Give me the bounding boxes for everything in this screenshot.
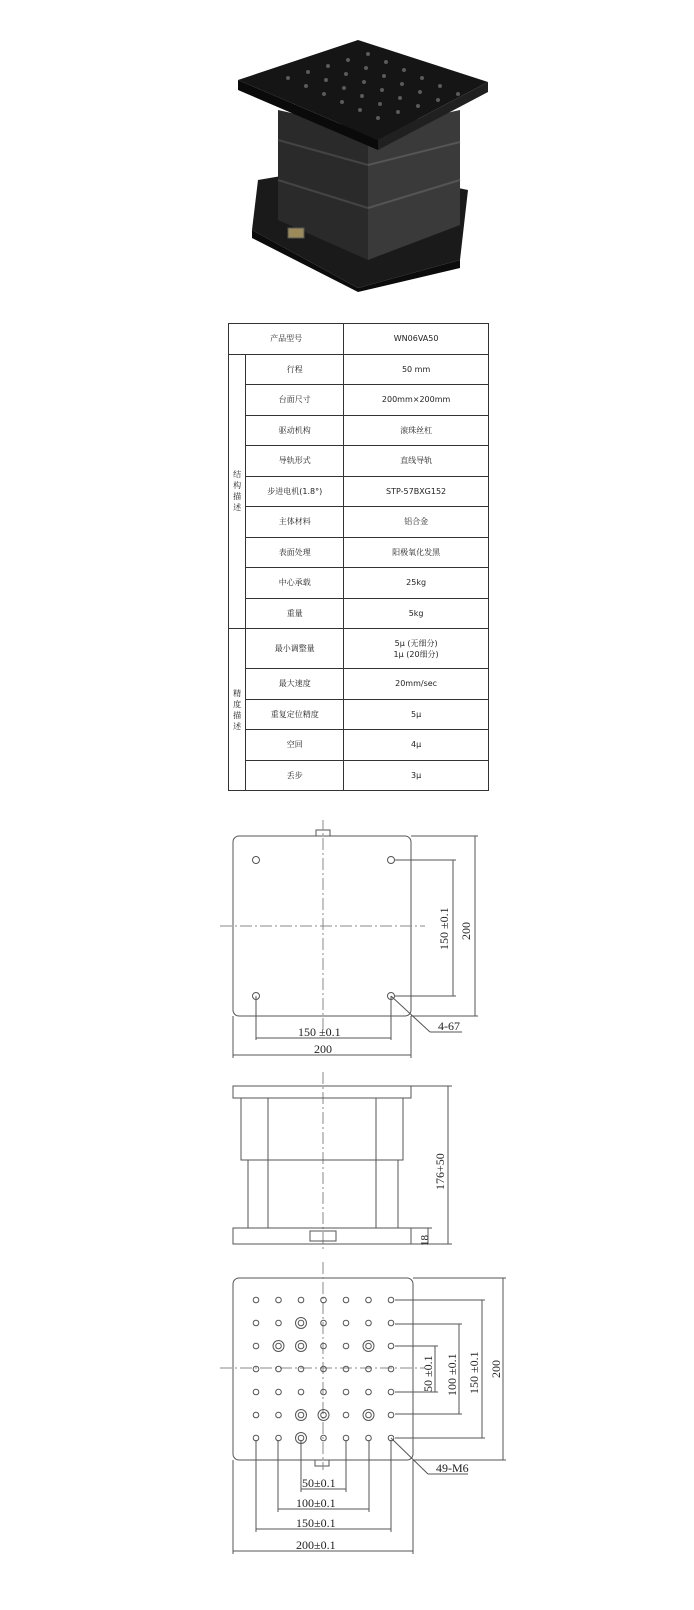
- mount-hole: [366, 1389, 372, 1395]
- row-label: 导轨形式: [246, 446, 344, 477]
- dim-hole-spacing-h: 150 ±0.1: [298, 1025, 341, 1039]
- row-value: 5kg: [344, 598, 489, 629]
- row-label: 空回: [246, 730, 344, 761]
- hole-callout: 4-67: [438, 1019, 460, 1033]
- counterbore-hole: [296, 1341, 307, 1352]
- mount-hole: [253, 857, 260, 864]
- mount-hole: [253, 1297, 259, 1303]
- mount-hole: [276, 1297, 282, 1303]
- mount-hole: [276, 1389, 282, 1395]
- mount-hole: [388, 1412, 394, 1418]
- mount-hole: [343, 1366, 349, 1372]
- mount-hole: [388, 1297, 394, 1303]
- row-label: 重量: [246, 598, 344, 629]
- mount-hole: [366, 1435, 372, 1441]
- mount-hole: [388, 1389, 394, 1395]
- row-value-line1: 5μ (无细分): [394, 638, 438, 648]
- mount-hole: [388, 1320, 394, 1326]
- mount-hole: [366, 1343, 372, 1349]
- dim-total-height: 176+50: [433, 1153, 447, 1190]
- group-structure: [229, 354, 246, 629]
- row-value: 4μ: [344, 730, 489, 761]
- mount-hole: [366, 1412, 372, 1418]
- dim-h-50: 50±0.1: [302, 1476, 336, 1490]
- row-value: [344, 629, 489, 669]
- row-value: 3μ: [344, 760, 489, 791]
- table-row: [229, 699, 489, 730]
- spec-table: [228, 323, 489, 791]
- table-row: [229, 568, 489, 599]
- top-view-drawing: [0, 820, 694, 1060]
- row-label: 主体材料: [246, 507, 344, 538]
- row-value: 直线导轨: [344, 446, 489, 477]
- row-label: 中心承载: [246, 568, 344, 599]
- row-label: 台面尺寸: [246, 385, 344, 416]
- table-row: [229, 324, 489, 355]
- dim-h-200: 200±0.1: [296, 1538, 336, 1552]
- dim-v-200: 200: [489, 1360, 503, 1378]
- table-row: [229, 629, 489, 669]
- row-value: 铝合金: [344, 507, 489, 538]
- mount-hole: [298, 1412, 304, 1418]
- row-value: STP-57BXG152: [344, 476, 489, 507]
- row-value: 滚珠丝杠: [344, 415, 489, 446]
- row-label: 步进电机(1.8°): [246, 476, 344, 507]
- model-value: WN06VA50: [344, 324, 489, 355]
- table-row: [229, 537, 489, 568]
- top-plate-outline: [233, 1086, 411, 1098]
- mount-hole: [298, 1320, 304, 1326]
- mount-hole: [276, 1366, 282, 1372]
- mount-hole: [276, 1412, 282, 1418]
- row-value: 200mm×200mm: [344, 385, 489, 416]
- table-row: [229, 669, 489, 700]
- mount-hole: [366, 1366, 372, 1372]
- dim-hole-spacing-v: 150 ±0.1: [437, 907, 451, 950]
- connector-outline: [315, 1460, 329, 1466]
- table-row: [229, 760, 489, 791]
- table-row: [229, 730, 489, 761]
- mount-hole: [388, 857, 395, 864]
- row-label: 行程: [246, 354, 344, 385]
- mount-hole: [298, 1389, 304, 1395]
- mount-hole: [343, 1297, 349, 1303]
- row-label: 最大速度: [246, 669, 344, 700]
- mount-hole: [366, 1320, 372, 1326]
- hole-grid-drawing: [0, 1260, 694, 1610]
- dim-base-height: 18: [419, 1235, 431, 1246]
- product-photo: [228, 30, 492, 292]
- mount-hole: [343, 1435, 349, 1441]
- row-value: 5μ: [344, 699, 489, 730]
- counterbore-hole: [296, 1318, 307, 1329]
- table-row: [229, 598, 489, 629]
- mount-hole: [253, 1343, 259, 1349]
- dim-width: 200: [314, 1042, 332, 1056]
- dim-h-150: 150±0.1: [296, 1516, 336, 1530]
- hole-callout: 49-M6: [436, 1461, 469, 1475]
- table-row: [229, 476, 489, 507]
- mount-hole: [253, 1366, 259, 1372]
- row-label: 重复定位精度: [246, 699, 344, 730]
- row-label: 丢步: [246, 760, 344, 791]
- mount-hole: [253, 1412, 259, 1418]
- counterbore-hole: [273, 1341, 284, 1352]
- table-row: [229, 354, 489, 385]
- dim-v-150: 150 ±0.1: [467, 1351, 481, 1394]
- mount-hole: [366, 1297, 372, 1303]
- model-label: 产品型号: [229, 324, 344, 355]
- dim-h-100: 100±0.1: [296, 1496, 336, 1510]
- row-value: 阳极氧化发黑: [344, 537, 489, 568]
- mount-hole: [253, 1435, 259, 1441]
- mount-hole: [276, 1435, 282, 1441]
- mount-hole: [298, 1343, 304, 1349]
- mount-hole: [253, 1389, 259, 1395]
- mount-hole: [298, 1297, 304, 1303]
- mount-hole: [298, 1366, 304, 1372]
- mount-hole: [343, 1343, 349, 1349]
- table-row: [229, 507, 489, 538]
- counterbore-hole: [363, 1410, 374, 1421]
- row-value: 25kg: [344, 568, 489, 599]
- dim-height: 200: [459, 922, 473, 940]
- row-label: 表面处理: [246, 537, 344, 568]
- row-value: 50 mm: [344, 354, 489, 385]
- base-plate-outline: [233, 1228, 411, 1244]
- mount-hole: [343, 1412, 349, 1418]
- row-value-line2: 1μ (20细分): [393, 649, 439, 659]
- mount-hole: [343, 1320, 349, 1326]
- table-row: [229, 415, 489, 446]
- table-row: [229, 446, 489, 477]
- mount-hole: [388, 1343, 394, 1349]
- mount-hole: [343, 1389, 349, 1395]
- counterbore-hole: [363, 1341, 374, 1352]
- row-label: 最小调整量: [246, 629, 344, 669]
- table-row: [229, 385, 489, 416]
- row-value: 20mm/sec: [344, 669, 489, 700]
- dim-v-100: 100 ±0.1: [445, 1353, 459, 1396]
- side-view-drawing: [0, 1070, 694, 1250]
- upper-body-outline: [241, 1098, 403, 1160]
- mount-hole: [276, 1320, 282, 1326]
- mount-hole: [253, 1320, 259, 1326]
- mount-hole: [388, 1366, 394, 1372]
- mount-hole: [298, 1435, 304, 1441]
- group-precision-label: 精度描述: [233, 688, 242, 731]
- counterbore-hole: [296, 1410, 307, 1421]
- group-structure-label: 结构描述: [233, 470, 242, 513]
- dim-v-50: 50 ±0.1: [421, 1355, 435, 1392]
- mount-hole: [276, 1343, 282, 1349]
- row-label: 驱动机构: [246, 415, 344, 446]
- group-precision: [229, 629, 246, 791]
